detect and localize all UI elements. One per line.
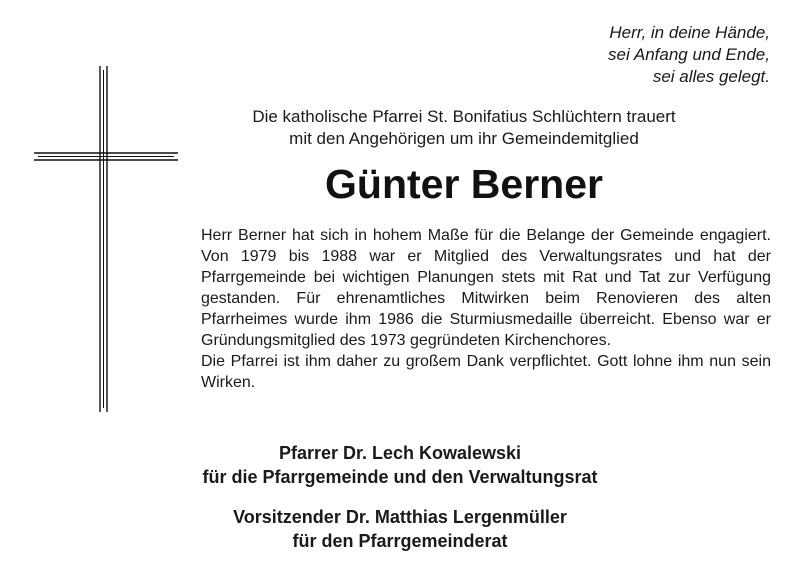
signatures (140, 441, 660, 553)
signature-role-1: für die Pfarrgemeinde und den Verwaltungsrat (202, 467, 598, 487)
deceased-name: Günter Berner (325, 161, 603, 207)
motto-line-2: sei Anfang und Ende, (608, 45, 770, 64)
signature-block-1 (140, 441, 660, 489)
signature-role-2: für den Pfarrgemeinderat (292, 531, 508, 551)
obituary-body (201, 225, 771, 393)
intro-line-1: Die katholische Pfarrei St. Bonifatius Schlüchtern trauert (252, 107, 676, 126)
signature-name-1: Pfarrer Dr. Lech Kowalewski (278, 443, 522, 463)
cross-icon (34, 66, 178, 412)
intro-text (190, 106, 738, 150)
motto-line-3: sei alles gelegt. (652, 67, 770, 86)
signature-block-2 (140, 505, 660, 553)
body-paragraph-2: Die Pfarrei ist ihm daher zu großem Dank verpflichtet. Gott lohne ihm nun sein Wirken. (201, 353, 771, 391)
intro-line-2: mit den Angehörigen um ihr Gemeindemitglied (289, 129, 639, 148)
motto-line-1: Herr, in deine Hände, (609, 23, 770, 42)
body-paragraph-1: Herr Berner hat sich in hohem Maße für die Belange der Gemeinde engagiert. Von 1979 bis 1988 war er Mitglied des Verwaltungsrates und hat der Pfarrgemeinde bei wichtigen Planungen stets mit Rat und Tat zur Verfügung gestanden. Für ehrenamtliches Mitwirken beim Renovieren des alten Pfarrheimes wurde ihm 1986 die Sturmiusmedaille überreicht. Ebenso war er Gründungsmitglied des 1973 gegründeten Kirchenchores. (201, 227, 771, 349)
motto-verse (540, 22, 770, 88)
signature-name-2: Vorsitzender Dr. Matthias Lergenmüller (233, 507, 567, 527)
